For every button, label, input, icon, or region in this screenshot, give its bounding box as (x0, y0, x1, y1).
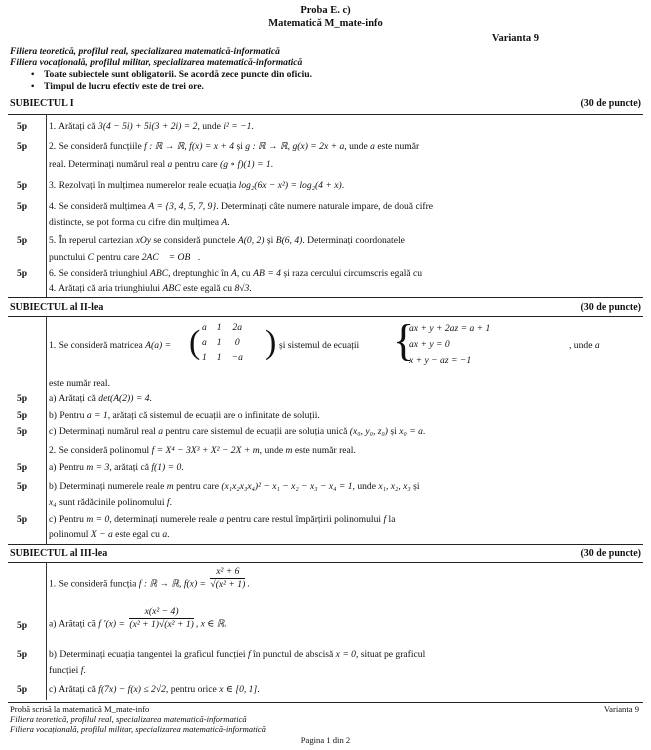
variant-label: Varianta 9 (491, 33, 539, 44)
points-badge: 5p (17, 141, 28, 152)
divider (8, 114, 643, 115)
section-2-title: SUBIECTUL al II-lea (10, 302, 104, 313)
s2-problem-1-intro: 1. Se consideră matricea A(a) = ( a 1 2a a 1 0 1 1 −a ) și sistemul de ecuații { ax + y + 2az = a + 1 ax + y = 0 x + y − az = −1 , unde a (49, 316, 600, 366)
footer-filiera-2: Filiera vocațională, profilul militar, specializarea matematică-informatică (10, 724, 266, 734)
page-number: Pagina 1 din 2 (300, 735, 351, 745)
footer-variant: Varianta 9 (603, 704, 639, 714)
points-badge: 5p (17, 426, 28, 437)
section-1-title: SUBIECTUL I (10, 98, 74, 109)
section-3-points: (30 de puncte) (580, 548, 641, 559)
points-badge: 5p (17, 121, 28, 132)
divider (8, 297, 643, 298)
divider (8, 316, 643, 317)
points-badge: 5p (17, 620, 28, 631)
points-badge: 5p (17, 393, 28, 404)
section-1-points: (30 de puncte) (580, 98, 641, 109)
points-badge: 5p (17, 268, 28, 279)
exam-subject: Matematică M_mate-info (268, 18, 383, 29)
points-column-divider (46, 114, 47, 264)
section-2-points: (30 de puncte) (580, 302, 641, 313)
points-badge: 5p (17, 235, 28, 246)
function-fraction: $\frac{\text{x² + 6}}{\text{√(x² + 1)}}$ (210, 566, 246, 590)
points-column-divider (46, 264, 47, 298)
section-3-title: SUBIECTUL al III-lea (10, 548, 108, 559)
points-badge: 5p (17, 462, 28, 473)
footer-filiera-1: Filiera teoretică, profilul real, specializarea matematică-informatică (10, 714, 247, 724)
exam-title: Proba E. c) (300, 5, 351, 16)
points-badge: 5p (17, 649, 28, 660)
filiera-line-1: Filiera teoretică, profilul real, specializarea matematică-informatică (10, 46, 280, 57)
points-badge: 5p (17, 410, 28, 421)
points-badge: 5p (17, 180, 28, 191)
footer-title: Probă scrisă la matematică M_mate-info (10, 704, 150, 714)
section-3-heading (10, 548, 641, 561)
points-badge: 5p (17, 201, 28, 212)
divider (8, 562, 643, 563)
points-badge: 5p (17, 481, 28, 492)
filiera-line-2: Filiera vocațională, profilul militar, specializarea matematică-informatică (10, 57, 303, 68)
instruction-bullet-2: • Timpul de lucru efectiv este de trei ore. (44, 81, 204, 93)
section-2-heading (10, 302, 641, 315)
section-1-heading (10, 98, 641, 111)
points-column-divider (46, 562, 47, 700)
points-badge: 5p (17, 514, 28, 525)
derivative-fraction: $\frac{\text{x(x² − 4)}}{\text{(x² + 1)√(x² + 1)}}$ (129, 606, 194, 630)
divider (8, 544, 643, 545)
divider (8, 702, 643, 703)
instruction-bullet-1: • Toate subiectele sunt obligatorii. Se acordă zece puncte din oficiu. (44, 69, 312, 81)
points-badge: 5p (17, 684, 28, 695)
